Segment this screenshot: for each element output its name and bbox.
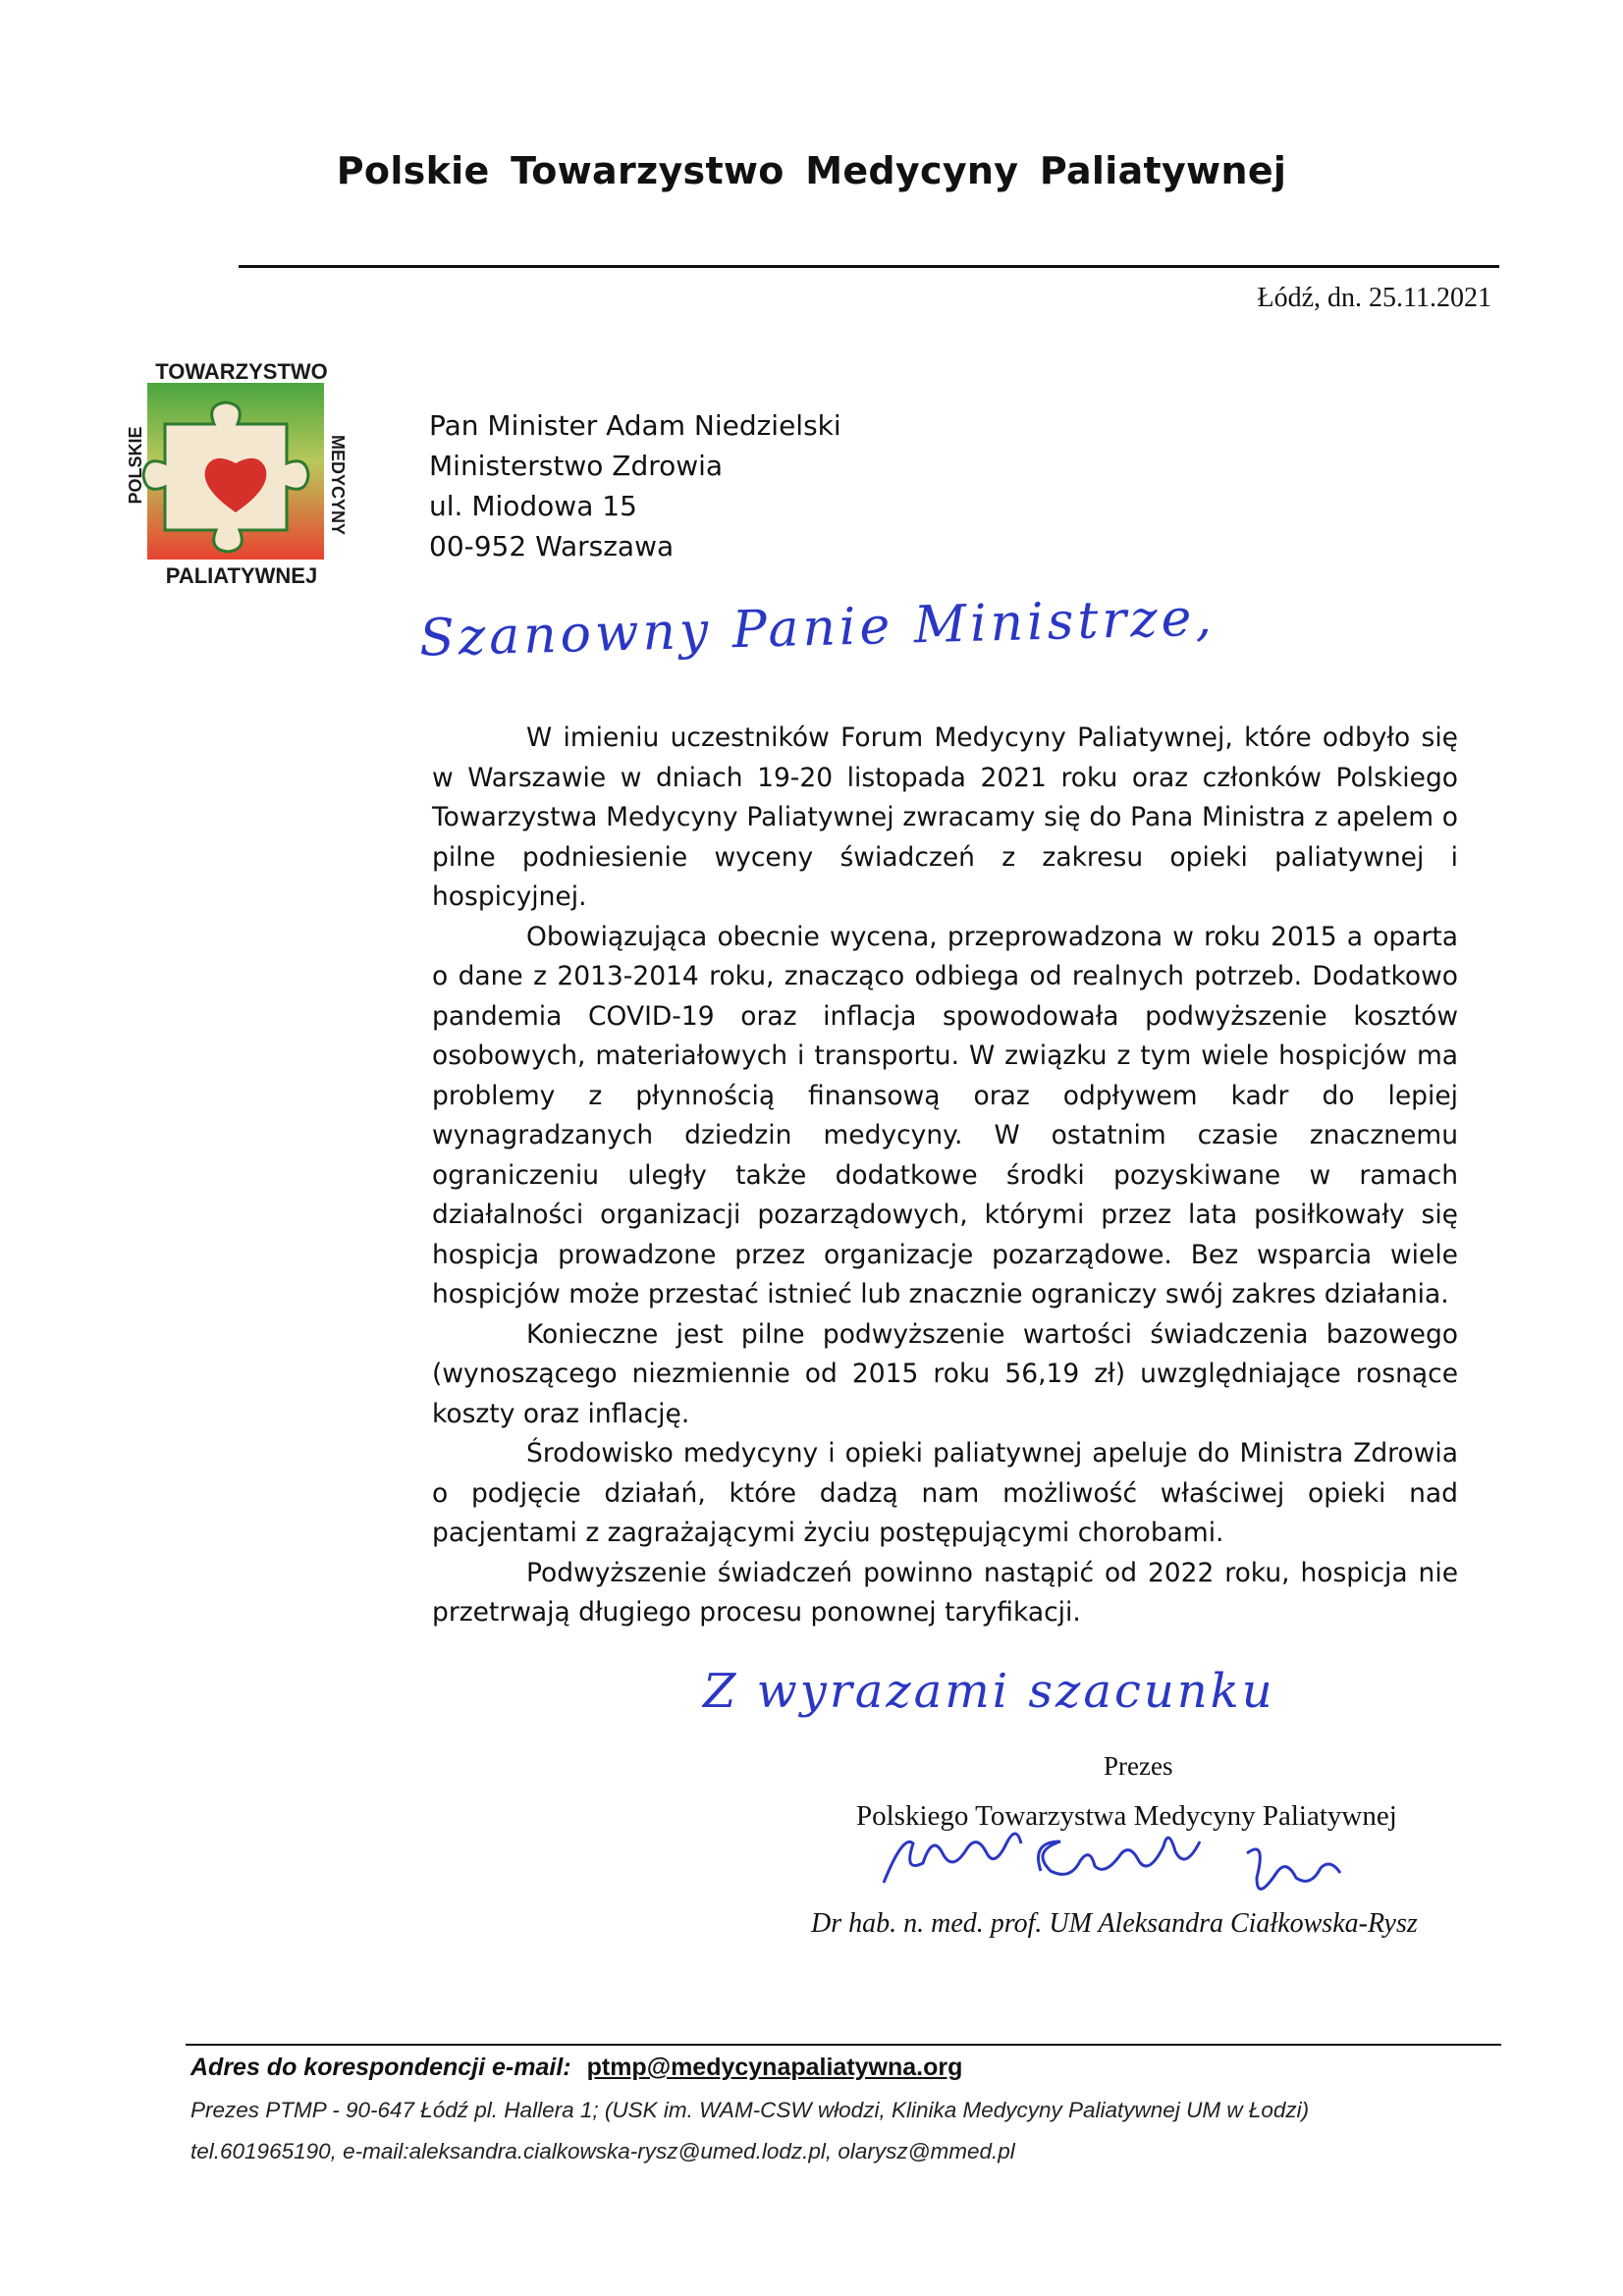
body-paragraph-5: Podwyższenie świadczeń powinno nastąpić od 2022 roku, hospicja nie przetrwają długiego procesu ponownej taryfikacji. (432, 1557, 1458, 1628)
addressee-street: ul. Miodowa 15 (429, 490, 637, 522)
body-paragraph-4: Środowisko medycyny i opieki paliatywnej apeluje do Ministra Zdrowia o podjęcie działań, które dadzą nam możliwość właściwej opieki nad pacjentami z zagrażającymi życiu postępującymi chorobami. (432, 1438, 1458, 1548)
letter-date: Łódź, dn. 25.11.2021 (1257, 283, 1491, 313)
footer-president-address: Prezes PTMP - 90-647 Łódź pl. Hallera 1; (USK im. WAM-CSW włodzi, Klinika Medycyny Paliatywnej UM w Łodzi) (190, 2098, 1310, 2122)
footer-contact-email[interactable]: ptmp@medycynapaliatywna.org (586, 2054, 963, 2081)
ptmp-logo (126, 355, 352, 589)
body-paragraph-1: W imieniu uczestników Forum Medycyny Paliatywnej, które odbyło się w Warszawie w dniach 19-20 listopada 2021 roku oraz członków Polskiego Towarzystwa Medycyny Paliatywnej zwracamy się do Pana Ministra z apelem o pilne podniesienie wyceny świadczeń z zakresu opieki paliatywnej i hospicyjnej. (432, 722, 1458, 912)
handwritten-closing: Z wyrazami szacunku (703, 1664, 1275, 1719)
signatory-organization: Polskiego Towarzystwa Medycyny Paliatywnej (856, 1800, 1397, 1832)
footer-contact-label: Adres do korespondencji e-mail: (190, 2054, 571, 2081)
header-divider (239, 265, 1499, 268)
letter-body (432, 719, 1458, 1633)
addressee-city: 00-952 Warszawa (429, 530, 675, 562)
addressee-name: Pan Minister Adam Niedzielski (429, 409, 841, 442)
organization-title: Polskie Towarzystwo Medycyny Paliatywnej (336, 149, 1287, 192)
handwritten-signature (874, 1824, 1384, 1902)
addressee-block (429, 405, 841, 566)
body-paragraph-2: Obowiązująca obecnie wycena, przeprowadzona w roku 2015 a oparta o dane z 2013-2014 roku, znacząco odbiega od realnych potrzeb. Dodatkowo pandemia COVID-19 oraz inflacja spowodowała podwyższenie kosztów osobowych, materiałowych i transportu. W związku z tym wiele hospicjów ma problemy z płynnością finansową oraz odpływem kadr do lepiej wynagradzanych dziedzin medycyny. W ostatnim czasie znacznemu ograniczeniu uległy także dodatkowe środki pozyskiwane w ramach działalności organizacji pozarządowych, którymi przez lata posiłkowały się hospicja prowadzone przez organizacje pozarządowe. Bez wsparcia wiele hospicjów może przestać istnieć lub znacznie ograniczy swój zakres działania. (432, 921, 1458, 1309)
addressee-institution: Ministerstwo Zdrowia (429, 450, 724, 482)
footer-divider (186, 2044, 1501, 2046)
logo-right-text: MEDYCYNY (328, 434, 348, 536)
signatory-role: Prezes (1104, 1751, 1173, 1781)
signatory-name: Dr hab. n. med. prof. UM Aleksandra Ciałkowska-Rysz (811, 1908, 1418, 1939)
body-paragraph-3: Konieczne jest pilne podwyższenie wartości świadczenia bazowego (wynoszącego niezmiennie od 2015 roku 56,19 zł) uwzględniające rosnące koszty oraz inflację. (432, 1318, 1458, 1429)
logo-left-text: POLSKIE (126, 426, 145, 505)
footer-contact (190, 2054, 962, 2082)
handwritten-salutation: Szanowny Panie Ministrze, (418, 588, 1217, 668)
footer-phone-emails: tel.601965190, e-mail:aleksandra.cialkowska-rysz@umed.lodz.pl, olarysz@mmed.pl (190, 2139, 1015, 2163)
logo-top-text: TOWARZYSTWO (155, 359, 328, 384)
logo-bottom-text: PALIATYWNEJ (165, 563, 318, 588)
